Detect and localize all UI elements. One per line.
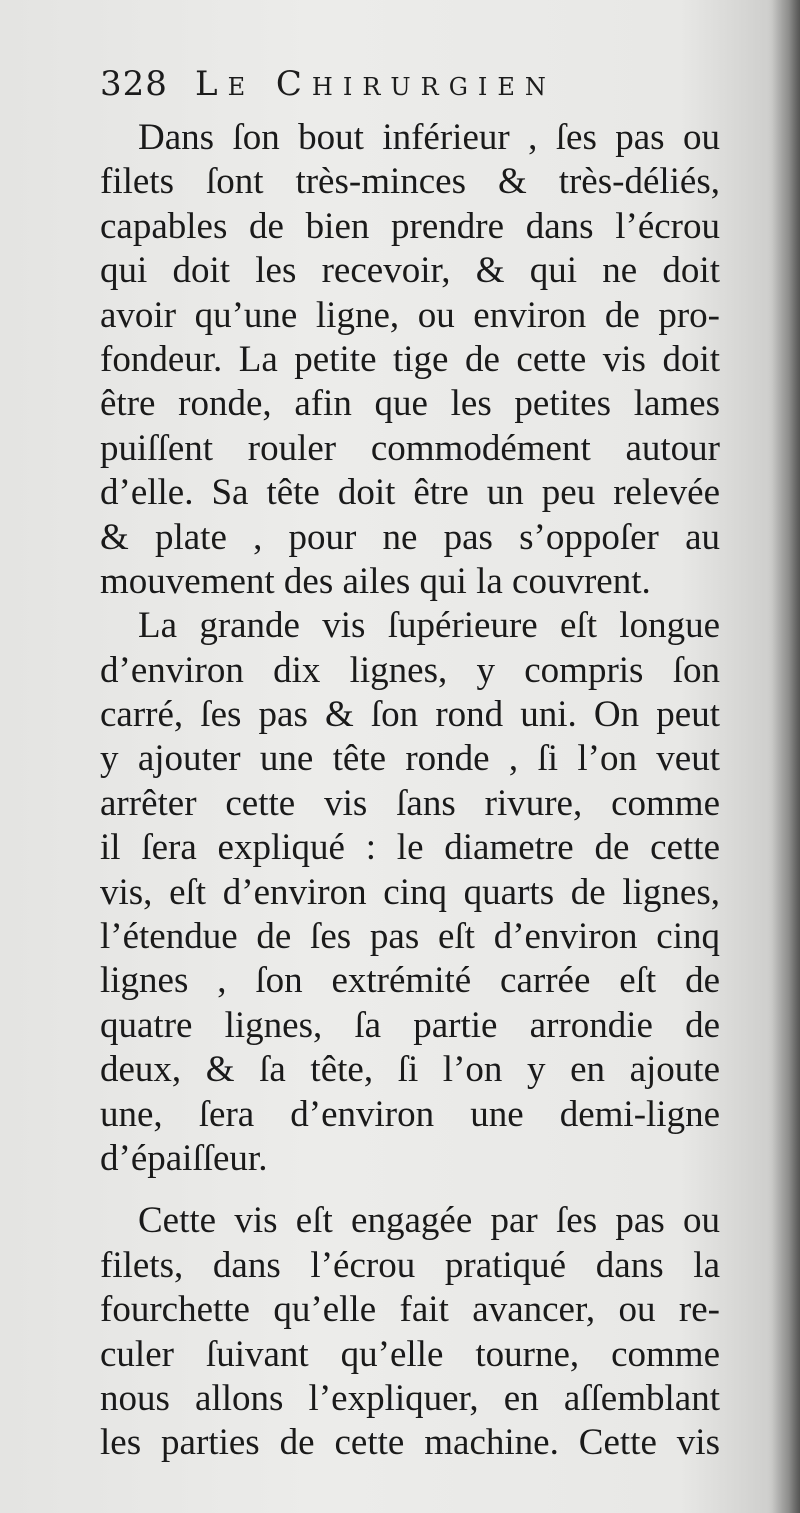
- text-line: être ronde, afin que les petites lames: [100, 383, 720, 425]
- text-line: capables de bien prendre dans l’écrou: [100, 205, 720, 247]
- text-line: avoir qu’une ligne, ou environ de pro-: [100, 294, 720, 336]
- text-line: vis, eſt d’environ cinq quarts de lignes,: [100, 871, 720, 913]
- text-line: Cette vis eſt engagée par ſes pas ou: [138, 1200, 720, 1242]
- page-header: [100, 64, 700, 114]
- text-line: filets, dans l’écrou pratiqué dans la: [100, 1244, 720, 1286]
- text-line: d’épaiſſeur.: [100, 1137, 268, 1179]
- text-line: carré, ſes pas & ſon rond uni. On peut: [100, 694, 720, 736]
- text-line: puiſſent rouler commodément autour: [100, 427, 720, 469]
- paragraph-1: [100, 116, 720, 604]
- page-number: 328: [100, 64, 168, 104]
- text-line: qui doit les recevoir, & qui ne doit: [100, 250, 720, 292]
- text-line: d’environ dix lignes, y compris ſon: [100, 649, 720, 691]
- text-line: nous allons l’expliquer, en aſſemblant: [100, 1377, 720, 1419]
- page-gutter-shadow: [772, 0, 800, 1513]
- paragraph-2: [100, 604, 720, 1181]
- text-line: il ſera expliqué : le diametre de cette: [100, 827, 720, 869]
- text-line: filets ſont très-minces & très-déliés,: [100, 161, 720, 203]
- text-line: y ajouter une tête ronde , ſi l’on veut: [100, 738, 720, 780]
- text-line: fourchette qu’elle fait avancer, ou re-: [100, 1289, 720, 1331]
- text-line: les parties de cette machine. Cette vis: [100, 1422, 720, 1464]
- text-line: lignes , ſon extrémité carrée eſt de: [100, 960, 720, 1002]
- text-line: quatre lignes, ſa partie arrondie de: [100, 1004, 720, 1046]
- text-line: d’elle. Sa tête doit être un peu relevée: [100, 472, 720, 514]
- text-line: une, ſera d’environ une demi-ligne: [100, 1093, 720, 1135]
- text-line: mouvement des ailes qui la couvrent.: [100, 560, 651, 602]
- body-text: [100, 116, 720, 1466]
- text-line: arrêter cette vis ſans rivure, comme: [100, 782, 720, 824]
- text-line: & plate , pour ne pas s’oppoſer au: [100, 516, 720, 558]
- running-title: Le Chirurgien: [195, 64, 556, 104]
- text-line: Dans ſon bout inférieur , ſes pas ou: [138, 117, 720, 158]
- text-line: La grande vis ſupérieure eſt longue: [138, 605, 720, 647]
- text-line: culer ſuivant qu’elle tourne, comme: [100, 1333, 720, 1375]
- text-line: deux, & ſa tête, ſi l’on y en ajoute: [100, 1049, 720, 1091]
- paragraph-3: [100, 1199, 720, 1465]
- text-line: fondeur. La petite tige de cette vis doit: [100, 338, 720, 380]
- text-line: l’étendue de ſes pas eſt d’environ cinq: [100, 916, 720, 958]
